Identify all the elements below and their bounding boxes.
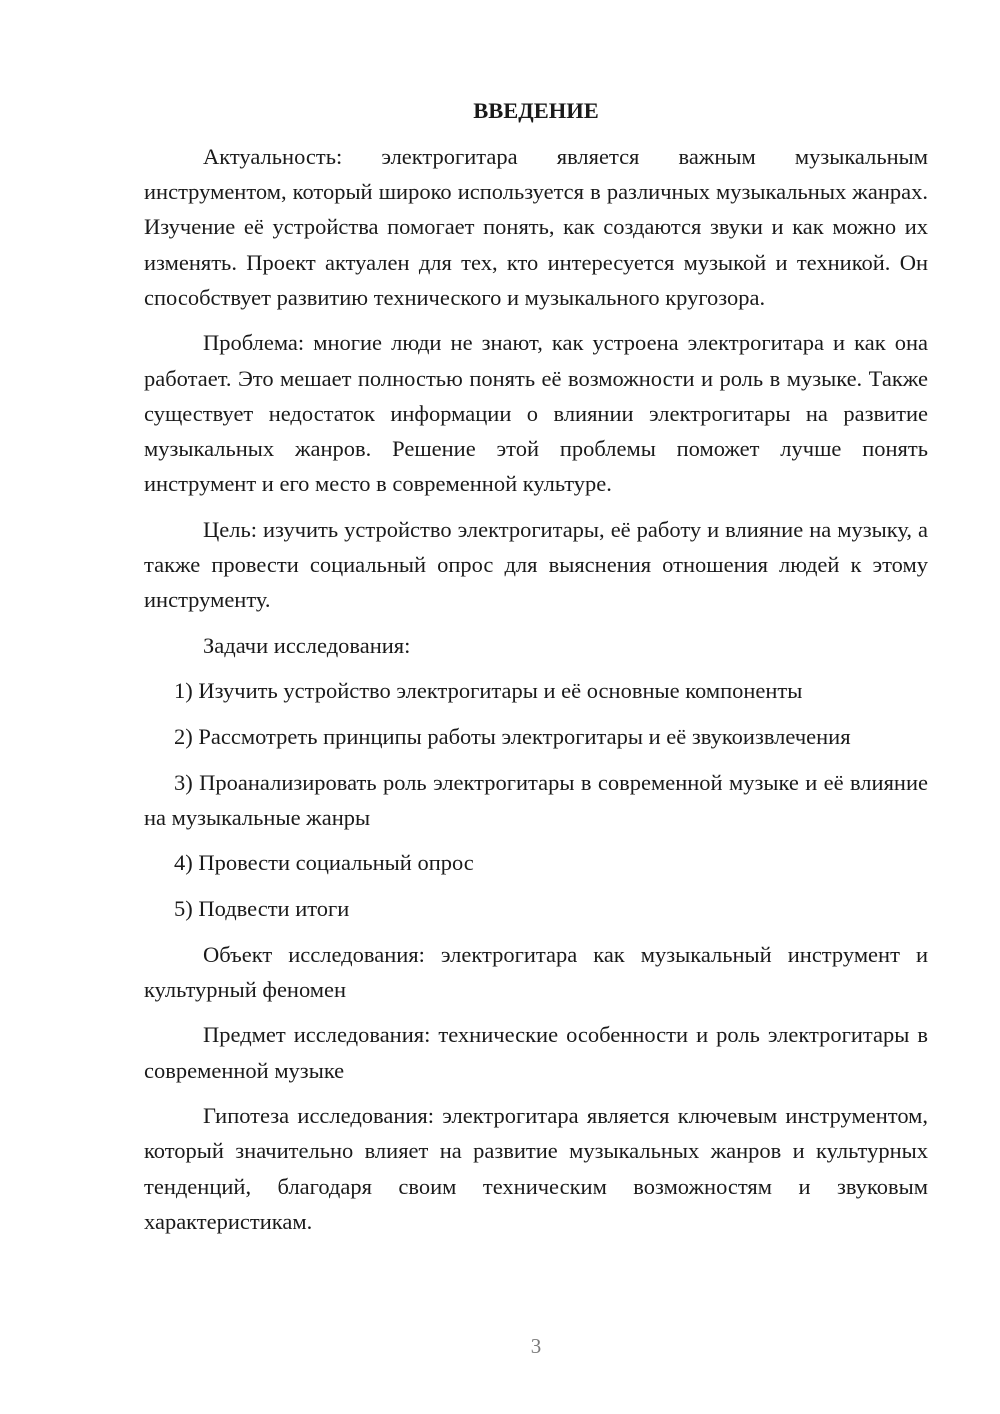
task-item-5: 5) Подвести итоги	[174, 895, 350, 921]
object-paragraph: Объект исследования: электрогитара как музыкальный инструмент и культурный феномен	[144, 941, 928, 1002]
task-item-4: 4) Провести социальный опрос	[174, 850, 474, 876]
subject-paragraph: Предмет исследования: технические особенности и роль электрогитары в современной музыке	[144, 1022, 928, 1083]
tasks-heading: Задачи исследования:	[203, 632, 411, 658]
goal-paragraph: Цель: изучить устройство электрогитары, её работу и влияние на музыку, а также провести социальный опрос для выяснения отношения людей к этому инструменту.	[144, 516, 928, 613]
page-title: ВВЕДЕНИЕ	[473, 98, 599, 123]
relevance-paragraph: Актуальность: электрогитара является важным музыкальным инструментом, который широко используется в различных музыкальных жанрах. Изучение её устройства помогает понять, как создаются звуки и как можно их изменять. Проект актуален для тех, кто интересуется музыкой и техникой. Он способствует развитию технического и музыкального кругозора.	[144, 144, 928, 310]
task-item-2: 2) Рассмотреть принципы работы электрогитары и её звукоизвлечения	[174, 724, 851, 749]
page-content	[144, 93, 928, 1239]
task-item-3: 3) Проанализировать роль электрогитары в современной музыке и её влияние на музыкальные жанры	[144, 769, 928, 830]
problem-paragraph: Проблема: многие люди не знают, как устроена электрогитара и как она работает. Это мешает полностью понять её возможности и роль в музыке. Также существует недостаток информации о влиянии электрогитары на развитие музыкальных жанров. Решение этой проблемы поможет лучше понять инструмент и его место в современной культуре.	[144, 330, 928, 497]
task-item-1: 1) Изучить устройство электрогитары и её основные компоненты	[174, 678, 803, 704]
hypothesis-paragraph: Гипотеза исследования: электрогитара является ключевым инструментом, который значительно влияет на развитие музыкальных жанров и культурных тенденций, благодаря своим техническим возможностям и звуковым характеристикам.	[144, 1103, 928, 1234]
page-number: 3	[530, 1334, 542, 1358]
